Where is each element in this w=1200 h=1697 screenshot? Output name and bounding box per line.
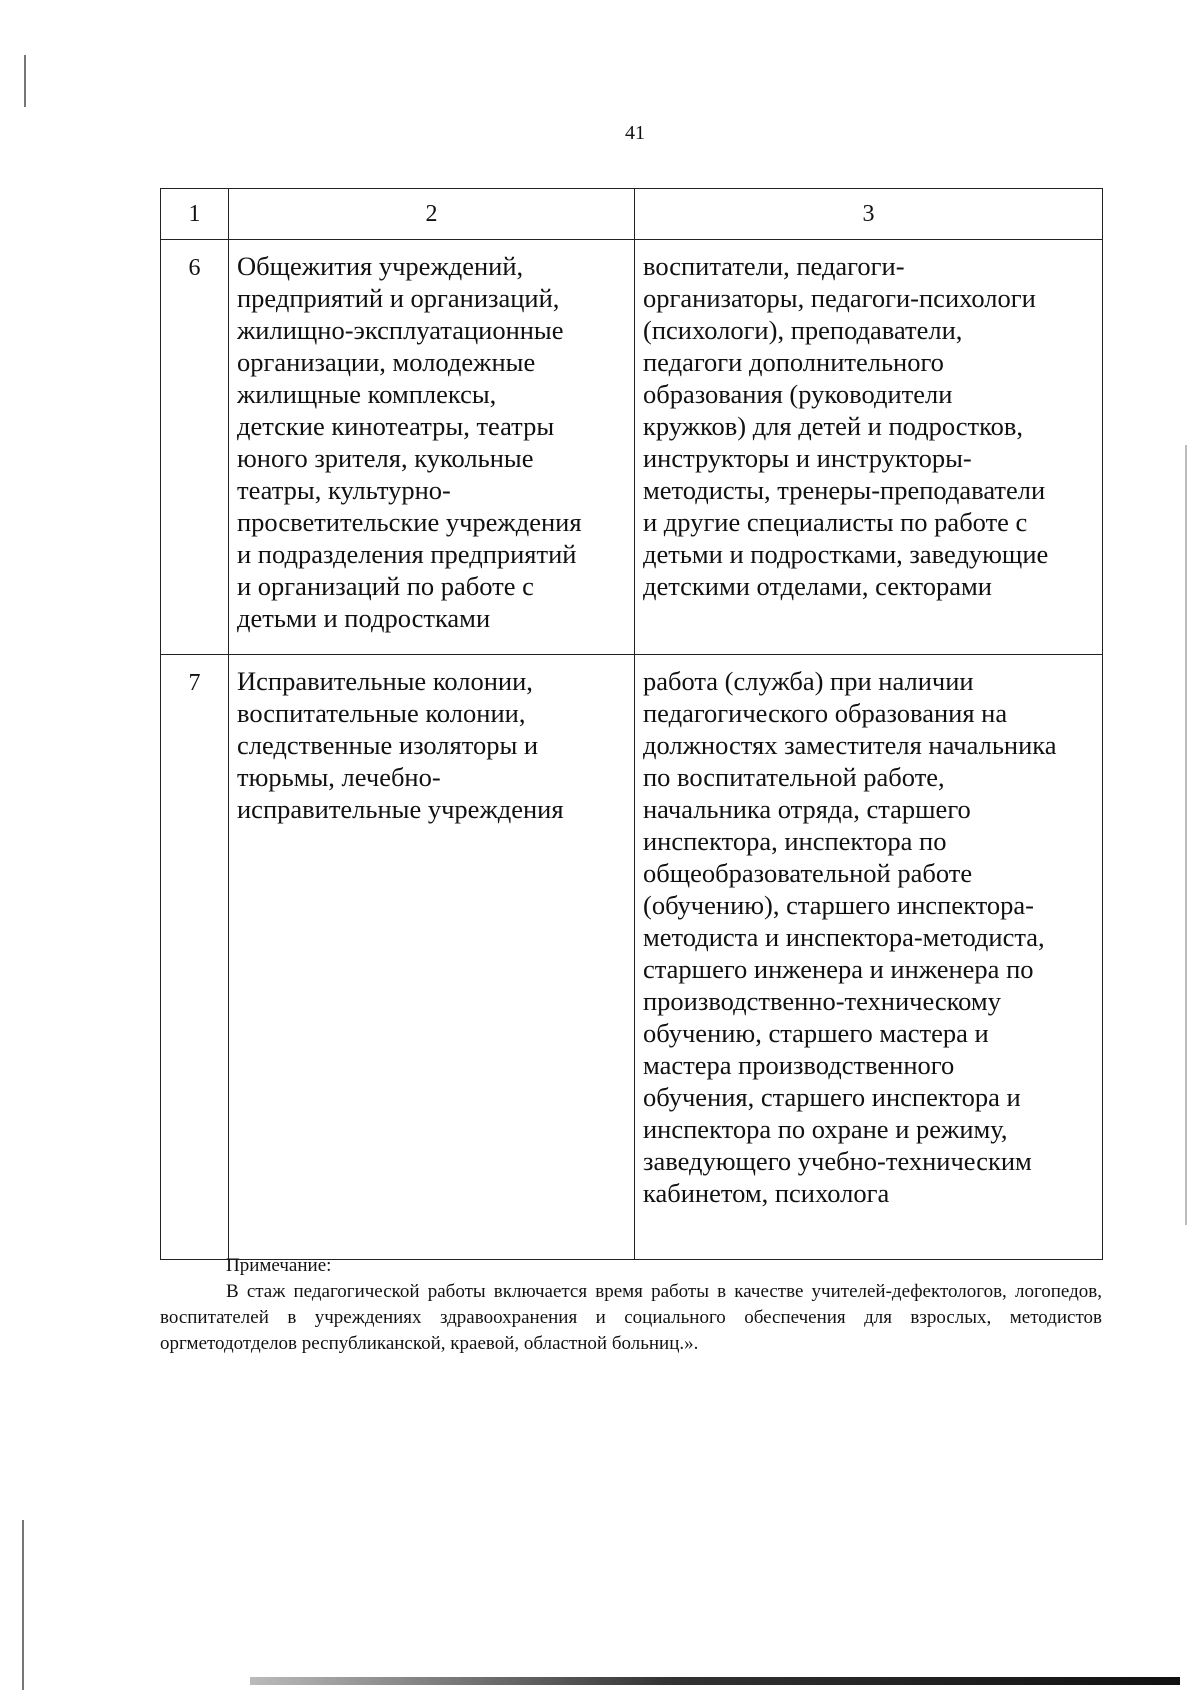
scan-edge-mark-right <box>1185 445 1187 1225</box>
positions-table <box>160 188 1103 1260</box>
cell-line: старшего инженера и инженера по <box>643 954 1034 984</box>
cell-line: мастера производственного <box>643 1050 955 1080</box>
cell-line: детские кинотеатры, театры <box>237 411 555 441</box>
cell-line: детьми и подростками, заведующие <box>643 539 1049 569</box>
cell-line: кабинетом, психолога <box>643 1178 890 1208</box>
cell-line: методиста и инспектора-методиста, <box>643 922 1045 952</box>
cell-line: организации, молодежные <box>237 347 536 377</box>
cell-line: и организаций по работе с <box>237 571 534 601</box>
cell-line: по воспитательной работе, <box>643 762 945 792</box>
note-heading: Примечание: <box>226 1255 332 1276</box>
cell-line: педагогического образования на <box>643 698 1008 728</box>
row-number: 7 <box>161 655 229 1260</box>
table-row <box>161 655 1103 1260</box>
note-section <box>160 1253 1102 1357</box>
note-text: В стаж педагогической работы включается время работы в качестве учителей-дефектологов, логопедов, воспитателей в учреждениях здравоохранения и социального обеспечения для взрослых, методистов оргметодотделов республиканской, краевой, областной больниц.». <box>160 1281 1102 1354</box>
cell-line: методисты, тренеры-преподаватели <box>643 475 1046 505</box>
row-number: 6 <box>161 240 229 655</box>
cell-line: предприятий и организаций, <box>237 283 560 313</box>
cell-line: работа (служба) при наличии <box>643 666 974 696</box>
cell-line: инструкторы и инструкторы- <box>643 443 972 473</box>
cell-line: детьми и подростками <box>237 603 491 633</box>
cell-line: педагоги дополнительного <box>643 347 944 377</box>
cell-line: (обучению), старшего инспектора- <box>643 890 1034 920</box>
institution-cell <box>229 655 635 1260</box>
page-number: 41 <box>625 122 645 144</box>
positions-cell <box>635 655 1103 1260</box>
column-header-3: 3 <box>635 189 1103 240</box>
cell-line: следственные изоляторы и <box>237 730 539 760</box>
cell-line: исправительные учреждения <box>237 794 564 824</box>
cell-line: и другие специалисты по работе с <box>643 507 1028 537</box>
positions-cell <box>635 240 1103 655</box>
institution-cell <box>229 240 635 655</box>
cell-line: (психологи), преподаватели, <box>643 315 963 345</box>
cell-line: Исправительные колонии, <box>237 666 533 696</box>
cell-line: тюрьмы, лечебно- <box>237 762 441 792</box>
scan-edge-mark-bottom <box>22 1520 24 1690</box>
cell-line: организаторы, педагоги-психологи <box>643 283 1036 313</box>
table-header-row <box>161 189 1103 240</box>
column-header-2: 2 <box>229 189 635 240</box>
cell-line: инспектора по охране и режиму, <box>643 1114 1008 1144</box>
cell-line: юного зрителя, кукольные <box>237 443 534 473</box>
cell-line: жилищно-эксплуатационные <box>237 315 564 345</box>
cell-line: театры, культурно- <box>237 475 451 505</box>
cell-line: должностях заместителя начальника <box>643 730 1057 760</box>
cell-line: обучения, старшего инспектора и <box>643 1082 1021 1112</box>
cell-line: детскими отделами, секторами <box>643 571 992 601</box>
cell-line: начальника отряда, старшего <box>643 794 971 824</box>
cell-line: жилищные комплексы, <box>237 379 497 409</box>
cell-line: производственно-техническому <box>643 986 1001 1016</box>
cell-line: просветительские учреждения <box>237 507 582 537</box>
cell-line: Общежития учреждений, <box>237 251 524 281</box>
cell-line: заведующего учебно-техническим <box>643 1146 1032 1176</box>
column-header-1: 1 <box>161 189 229 240</box>
cell-line: инспектора, инспектора по <box>643 826 947 856</box>
cell-line: образования (руководители <box>643 379 953 409</box>
cell-line: кружков) для детей и подростков, <box>643 411 1024 441</box>
cell-line: и подразделения предприятий <box>237 539 577 569</box>
cell-line: обучению, старшего мастера и <box>643 1018 989 1048</box>
scan-edge-mark-top <box>24 55 26 107</box>
table-row <box>161 240 1103 655</box>
cell-line: воспитательные колонии, <box>237 698 526 728</box>
cell-line: общеобразовательной работе <box>643 858 973 888</box>
cell-line: воспитатели, педагоги- <box>643 251 905 281</box>
bottom-rule <box>250 1677 1180 1685</box>
